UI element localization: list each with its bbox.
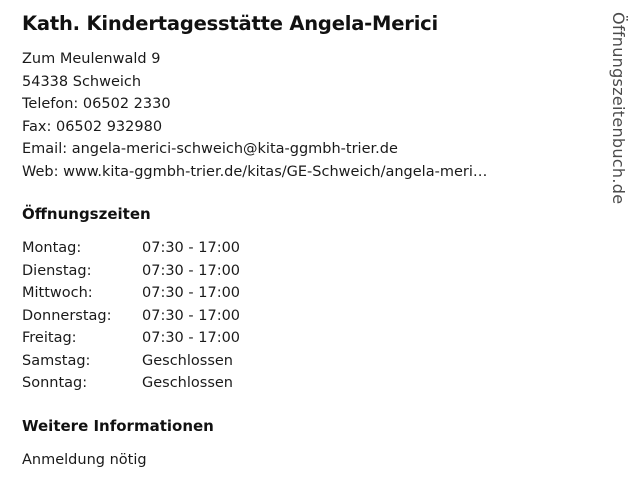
opening-hours-table	[22, 237, 240, 395]
day-label: Samstag:	[22, 352, 91, 369]
day-hours: 07:30 - 17:00	[142, 285, 241, 302]
day-label: Freitag:	[22, 330, 77, 347]
phone-line: Telefon: 06502 2330	[22, 96, 171, 113]
listing-content	[22, 12, 582, 471]
opening-hours-heading: Öffnungszeiten	[22, 205, 151, 224]
more-information-heading: Weitere Informationen	[22, 416, 214, 435]
day-label: Mittwoch:	[22, 285, 93, 302]
day-label: Sonntag:	[22, 375, 88, 392]
day-hours: 07:30 - 17:00	[142, 330, 241, 347]
table-row	[22, 237, 240, 260]
fax-line: Fax: 06502 932980	[22, 118, 163, 135]
day-hours: 07:30 - 17:00	[142, 262, 241, 279]
day-hours: Geschlossen	[142, 375, 233, 392]
table-row	[22, 350, 240, 373]
website-line[interactable]: Web: www.kita-ggmbh-trier.de/kitas/GE-Schweich/angela-meri…	[22, 163, 488, 180]
address-block	[22, 48, 582, 183]
table-row	[22, 327, 240, 350]
table-row	[22, 305, 240, 328]
day-hours: 07:30 - 17:00	[142, 307, 241, 324]
watermark	[608, 12, 634, 312]
day-label: Montag:	[22, 240, 82, 257]
email-line[interactable]: Email: angela-merici-schweich@kita-ggmbh-trier.de	[22, 141, 398, 158]
address-street: Zum Meulenwald 9	[22, 51, 161, 68]
table-row	[22, 372, 240, 395]
table-row	[22, 260, 240, 283]
more-information-text: Anmeldung nötig	[22, 451, 147, 468]
address-city: 54338 Schweich	[22, 73, 142, 90]
watermark-text: Öffnungszeitenbuch.de	[609, 12, 628, 205]
table-row	[22, 282, 240, 305]
day-hours: Geschlossen	[142, 352, 233, 369]
day-label: Dienstag:	[22, 262, 92, 279]
page-title: Kath. Kindertagesstätte Angela-Merici	[22, 12, 439, 35]
day-label: Donnerstag:	[22, 307, 112, 324]
day-hours: 07:30 - 17:00	[142, 240, 241, 257]
